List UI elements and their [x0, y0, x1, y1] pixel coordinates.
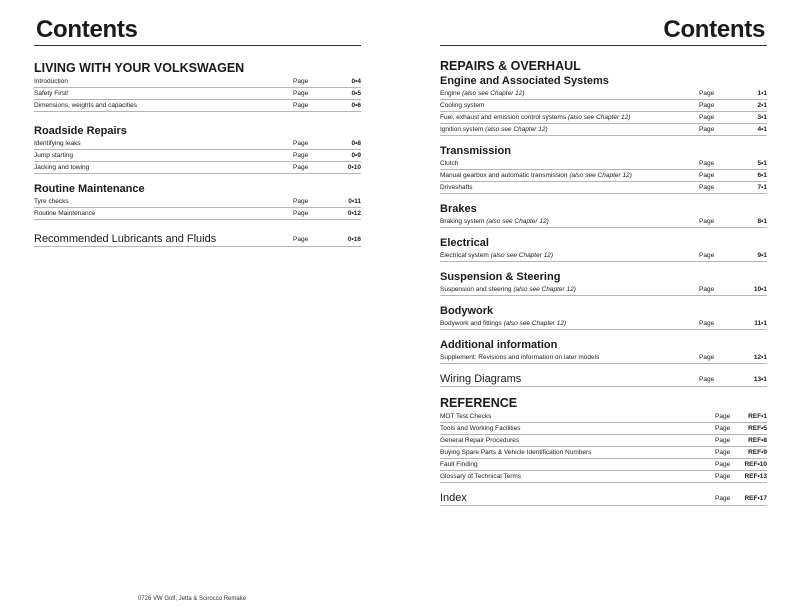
page-number: REF•17 — [744, 495, 767, 502]
toc-row[interactable] — [440, 250, 767, 262]
page-number: 12•1 — [753, 353, 767, 361]
toc-label: Engine (also see Chapter 12) — [440, 89, 525, 97]
page-word: Page — [699, 101, 715, 109]
page-word: Page — [715, 460, 731, 468]
toc-row[interactable] — [440, 423, 767, 435]
chapter-note: (also see Chapter 12) — [462, 89, 525, 97]
divider — [440, 386, 767, 387]
page-word: Page — [699, 125, 715, 133]
toc-label: Electrical system (also see Chapter 12) — [440, 251, 554, 259]
electrical-group — [440, 236, 767, 262]
page-word: Page — [699, 285, 715, 293]
page-number: 1•1 — [757, 89, 767, 97]
page-word: Page — [699, 251, 715, 259]
section-heading: Roadside Repairs — [34, 125, 127, 137]
toc-row[interactable] — [440, 100, 767, 112]
page-word: Page — [699, 353, 715, 361]
toc-row[interactable] — [34, 208, 361, 220]
toc-label: Driveshafts — [440, 183, 473, 191]
toc-label: Jump starting — [34, 151, 74, 159]
page-title: Contents — [663, 16, 765, 43]
roadside-group — [34, 124, 361, 174]
toc-label: Identifying leaks — [34, 139, 81, 147]
page-word: Page — [699, 319, 715, 327]
page-number: 10•1 — [753, 285, 767, 293]
toc-row[interactable] — [440, 352, 767, 364]
section-heading: Index — [440, 492, 467, 504]
toc-label: Fuel, exhaust and emission control systems (also see Chapter 12) — [440, 113, 631, 121]
section-heading: Routine Maintenance — [34, 183, 145, 195]
toc-heading-row[interactable] — [440, 491, 767, 505]
routine-group — [34, 182, 361, 220]
right-contents — [440, 58, 767, 506]
page-number: 0•12 — [347, 209, 361, 217]
additional-group — [440, 338, 767, 364]
chapter-note: (also see Chapter 12) — [513, 285, 576, 293]
toc-row[interactable] — [440, 318, 767, 330]
page-title: Contents — [36, 16, 138, 43]
page-number: 9•1 — [757, 251, 767, 259]
section-heading: Brakes — [440, 203, 477, 215]
left-contents — [34, 60, 361, 247]
toc-label: Suspension and steering (also see Chapter 12) — [440, 285, 576, 293]
toc-row[interactable] — [440, 471, 767, 483]
bodywork-group — [440, 304, 767, 330]
page-word: Page — [699, 376, 715, 383]
brakes-group — [440, 202, 767, 228]
page-word: Page — [715, 412, 731, 420]
toc-row[interactable] — [440, 447, 767, 459]
page-word: Page — [715, 424, 731, 432]
transmission-group — [440, 144, 767, 194]
toc-label: Tyre checks — [34, 197, 69, 205]
section-heading: Suspension & Steering — [440, 271, 561, 283]
toc-label: Routine Maintenance — [34, 209, 96, 217]
footer-text: 0726 VW Golf, Jetta & Scirocco Remake — [138, 596, 247, 602]
page-number: 0•10 — [347, 163, 361, 171]
toc-label: Braking system (also see Chapter 12) — [440, 217, 549, 225]
chapter-note: (also see Chapter 12) — [503, 319, 567, 327]
toc-label: Tools and Working Facilities — [440, 424, 521, 432]
toc-label: Supplement: Revisions and information on later models — [440, 353, 600, 361]
toc-row[interactable] — [440, 435, 767, 447]
page-number: REF•9 — [748, 448, 767, 456]
page-word: Page — [699, 89, 715, 97]
toc-label: Jacking and towing — [34, 163, 90, 171]
intro-group — [34, 76, 361, 112]
section-title: REPAIRS & OVERHAUL — [440, 59, 581, 73]
chapter-note: (also see Chapter 12) — [490, 251, 554, 259]
chapter-note: (also see Chapter 12) — [485, 125, 548, 133]
toc-row[interactable] — [440, 411, 767, 423]
toc-label: MOT Test Checks — [440, 412, 492, 420]
page-word: Page — [293, 89, 309, 97]
title-rule — [34, 45, 361, 46]
toc-row[interactable] — [34, 88, 361, 100]
toc-row[interactable] — [34, 162, 361, 174]
page-number: 6•1 — [757, 171, 767, 179]
page-number: REF•5 — [748, 424, 767, 432]
toc-row[interactable] — [440, 459, 767, 471]
toc-label: Dimensions, weights and capacities — [34, 101, 137, 109]
page-number: 2•1 — [757, 101, 767, 109]
toc-label: Cooling system — [440, 101, 485, 109]
toc-row[interactable] — [440, 182, 767, 194]
page-number: 0•6 — [351, 101, 361, 109]
page-number: 3•1 — [757, 113, 767, 121]
toc-row[interactable] — [34, 100, 361, 112]
page-word: Page — [715, 495, 731, 502]
chapter-note: (also see Chapter 12) — [486, 217, 549, 225]
toc-row[interactable] — [440, 158, 767, 170]
page-number: REF•13 — [744, 472, 767, 480]
section-heading: Wiring Diagrams — [440, 373, 522, 385]
page-word: Page — [699, 183, 715, 191]
page-word: Page — [699, 217, 715, 225]
toc-label: Safety First! — [34, 89, 69, 97]
toc-label: Glossary of Technical Terms — [440, 472, 522, 480]
page-number: 8•1 — [757, 217, 767, 225]
page-number: 0•4 — [351, 77, 361, 85]
toc-label: Buying Spare Parts & Vehicle Identification Numbers — [440, 448, 592, 456]
section-heading: Transmission — [440, 145, 511, 157]
page-word: Page — [293, 77, 309, 85]
toc-label: Bodywork and fittings (also see Chapter 12) — [440, 319, 567, 327]
page-number: 0•16 — [347, 236, 361, 243]
toc-label: Introduction — [34, 77, 68, 85]
page-word: Page — [293, 151, 309, 159]
section-title: LIVING WITH YOUR VOLKSWAGEN — [34, 61, 245, 75]
toc-row[interactable] — [34, 196, 361, 208]
page-word: Page — [715, 472, 731, 480]
page-word: Page — [699, 159, 715, 167]
page-word: Page — [699, 171, 715, 179]
page-number: REF•10 — [744, 460, 767, 468]
suspension-group — [440, 270, 767, 296]
page-word: Page — [293, 139, 309, 147]
chapter-note: (also see Chapter 12) — [567, 113, 631, 121]
toc-row[interactable] — [440, 216, 767, 228]
toc-row[interactable] — [34, 76, 361, 88]
page-number: 0•9 — [351, 151, 361, 159]
reference-group — [440, 395, 767, 483]
page-number: 11•1 — [754, 319, 767, 327]
page-word: Page — [715, 448, 731, 456]
page-number: 13•1 — [753, 376, 767, 383]
toc-row[interactable] — [440, 88, 767, 100]
section-heading: Additional information — [440, 339, 558, 351]
page-number: 7•1 — [757, 183, 767, 191]
section-heading: Bodywork — [440, 305, 494, 317]
page-number: 0•5 — [351, 89, 361, 97]
toc-label: Fault Finding — [440, 460, 478, 468]
divider — [34, 246, 361, 247]
toc-label: Clutch — [440, 159, 459, 167]
page-word: Page — [293, 163, 309, 171]
toc-row[interactable] — [440, 284, 767, 296]
page-number: 5•1 — [757, 159, 767, 167]
chapter-note: (also see Chapter 12) — [569, 171, 632, 179]
toc-label: Manual gearbox and automatic transmission (also see Chapter 12) — [440, 171, 632, 179]
page-number: REF•8 — [748, 436, 767, 444]
toc-row[interactable] — [440, 112, 767, 124]
page-number: 0•8 — [351, 139, 361, 147]
wiring-group — [440, 372, 767, 387]
page-word: Page — [715, 436, 731, 444]
section-title: REFERENCE — [440, 396, 518, 410]
page-number: REF•1 — [748, 412, 767, 420]
toc-heading-row[interactable] — [440, 372, 767, 386]
toc-label: General Repair Procedures — [440, 436, 520, 444]
page-number: 4•1 — [757, 125, 767, 133]
page-word: Page — [699, 113, 715, 121]
toc-row[interactable] — [440, 170, 767, 182]
section-heading: Engine and Associated Systems — [440, 75, 609, 87]
page-word: Page — [293, 236, 309, 243]
page-number: 0•11 — [348, 197, 361, 205]
toc-row[interactable] — [440, 124, 767, 136]
page-word: Page — [293, 197, 309, 205]
page-word: Page — [293, 209, 309, 217]
title-rule — [440, 45, 767, 46]
section-heading: Recommended Lubricants and Fluids — [34, 233, 217, 245]
toc-row[interactable] — [34, 150, 361, 162]
toc-label: Ignition system (also see Chapter 12) — [440, 125, 548, 133]
divider — [440, 505, 767, 506]
page-word: Page — [293, 101, 309, 109]
engine-group — [440, 74, 767, 136]
section-heading: Electrical — [440, 237, 489, 249]
toc-heading-row[interactable] — [34, 232, 361, 246]
toc-row[interactable] — [34, 138, 361, 150]
